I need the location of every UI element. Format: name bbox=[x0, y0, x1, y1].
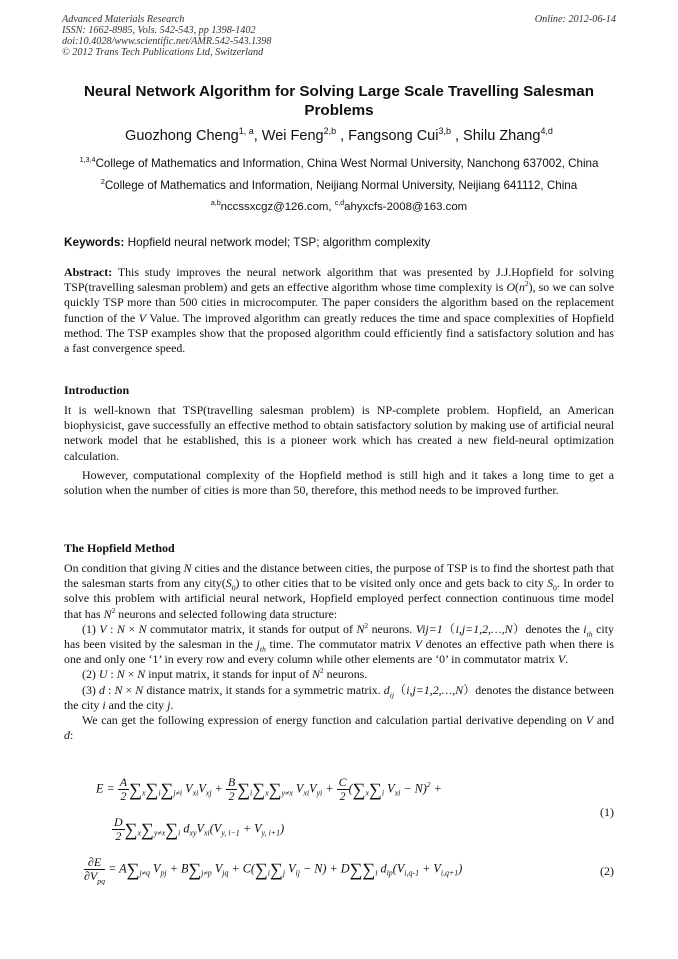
item-3: (3) d : N × N distance matrix, it stands for a symmetric matrix. $d_{ij}(i,j=1,2,\dots,N)denotes$ the distance between the city i and the city j. bbox=[64, 682, 614, 712]
aff-sup: 1,3,4 bbox=[79, 155, 96, 165]
abstract-text: Value. The improved algorithm can greatly reduces the time and space complexities of Hopfield method. The TSP examples show that the proposed algorithm could efficiently find a satisfactory solution and has a fast convergence speed. bbox=[64, 310, 614, 356]
keywords-label: Keywords: bbox=[64, 235, 125, 249]
abstract-label: Abstract: bbox=[64, 265, 113, 279]
body-text: cities and the distance between cities, the purpose of TSP is to find the shortest path that the salesman starts from any city( bbox=[64, 561, 614, 591]
item-1: (1) V : N × N commutator matrix, it stands for output of $N^2$ neurons. Vij=1（i,j=1,2,…,N）denotes the $i_{th}$ city has been visited by the salesman in the $j_{th}$ time. The commutator matrix V denotes an effective path when there is one and only one ‘1’ in every row and every column while other elements are ‘0’ in commutator matrix V. bbox=[64, 620, 614, 667]
keywords bbox=[64, 235, 614, 249]
doi-line[interactable]: doi:10.4028/www.scientific.net/AMR.542-543.1398 bbox=[62, 36, 272, 47]
author-sup: 3,b bbox=[438, 126, 451, 137]
aff-sup: 2 bbox=[100, 177, 105, 187]
body-text: ) to other cities that to be visited only once and gets back to city bbox=[235, 576, 544, 591]
body-text: We can get the following expression of energy function and calculation partial derivative depending on bbox=[82, 713, 583, 728]
email-2[interactable]: ahyxcfs-2008@163.com bbox=[344, 201, 468, 213]
item-2: (2) U : N × N input matrix, it stands for input of $N^2$ neurons. bbox=[82, 666, 368, 682]
hopfield-heading: The Hopfield Method bbox=[64, 541, 175, 555]
body-text: input matrix, it stands for input of bbox=[148, 667, 310, 682]
body-text: and bbox=[596, 713, 615, 728]
author-sup: 2,b bbox=[323, 126, 337, 137]
item-number: (1) bbox=[82, 621, 96, 636]
author-sup: 4,d bbox=[540, 126, 553, 137]
intro-heading: Introduction bbox=[64, 383, 130, 397]
email-sup: a,b bbox=[210, 200, 221, 208]
body-text: commutator matrix, it stands for output of bbox=[150, 621, 353, 636]
email-line bbox=[40, 201, 638, 213]
body-text: denotes the bbox=[525, 621, 580, 636]
affiliation-2 bbox=[40, 179, 638, 192]
online-date: Online: 2012-06-14 bbox=[534, 14, 616, 25]
copyright-line: © 2012 Trans Tech Publications Ltd, Switzerland bbox=[62, 47, 264, 58]
aff-text: College of Mathematics and Information, Neijiang Normal University, Neijiang 641112, China bbox=[104, 179, 578, 192]
title-line-1: Neural Network Algorithm for Solving Large Scale Travelling Salesman bbox=[83, 83, 595, 100]
equation-2: $\frac{\partial E}{\partial V_{pq}}$ = $A\sum_{j\ne q}$ $V_{pj} + B\sum_{j\ne p}$ $V_{jq} + C(\sum_i\sum_j$ $V_{ij} - N) + D\sum\sum_i$ $d_{ip}(V_{i,q-1} + V_{i,q+1})$ bbox=[84, 855, 463, 886]
aff-text: College of Mathematics and Information, China West Normal University, Nanchong 637002, China bbox=[95, 157, 599, 170]
body-text: neurons. bbox=[326, 667, 368, 682]
email-1[interactable]: nccssxcgz@126.com, bbox=[220, 201, 332, 213]
author-sup: 1, a bbox=[238, 126, 254, 137]
body-text: neurons. bbox=[371, 621, 413, 636]
equation-1-line-2: $\frac{D}{2}$ $\sum_x\sum_{y\ne x}\sum_i$ $d_{xy}V_{xi}(V_{y, i-1} + V_{y, i+1})$ bbox=[114, 815, 285, 843]
email-sup: c,d bbox=[334, 200, 345, 208]
body-text: and the city bbox=[108, 697, 165, 712]
body-text: distance matrix, it stands for a symmetric matrix. bbox=[146, 682, 381, 697]
intro-paragraph-2: However, computational complexity of the Hopfield method is still high and it takes a long time to get a solution when the number of cities is more than 50, therefore, this method needs to be improved further. bbox=[64, 468, 614, 498]
energy-intro: We can get the following expression of energy function and calculation partial derivative depending on V and d: bbox=[64, 713, 615, 743]
body-text: neurons and selected following data structure: bbox=[118, 606, 338, 621]
item-number: (3) bbox=[82, 682, 96, 697]
abstract: Abstract: This study improves the neural network algorithm that was presented by J.J.Hopfield for solving TSP(travelling salesman problem) and gets an effective algorithm whose time complexity is $O(n^2)$, so we can solve quickly TSP more than 500 cities in microcomputer. The paper considers the algorithm based on the replacement function of the V Value. The improved algorithm can greatly reduces the time and space complexities of Hopfield method. The TSP examples show that the proposed algorithm could efficiently find a satisfactory solution and has a fast convergence speed. bbox=[64, 265, 614, 356]
affiliation-1 bbox=[40, 157, 638, 170]
item-number: (2) bbox=[82, 667, 96, 682]
abstract-text: , so we can solve quickly TSP more than 500 cities in microcomputer. The paper considers the algorithm based on the replacement function of the bbox=[64, 280, 614, 325]
title-line-2: Problems bbox=[304, 102, 374, 119]
abstract-text: This study improves the neural network algorithm that was presented by J.J.Hopfield for solving TSP(travelling salesman problem) and gets an effective algorithm whose time complexity is bbox=[64, 265, 614, 295]
body-text: denotes the distance between the city bbox=[64, 682, 614, 712]
body-text: denotes an effective path when there is one and only one ‘1’ in every row and every column while other elements are ‘0’ in commutator matrix bbox=[64, 637, 614, 667]
hopfield-paragraph: On condition that giving N cities and the distance between cities, the purpose of TSP is to find the shortest path that the salesman starts from any $city(S_0)$ to other cities that to be visited only once and gets back to city $S_0$. In order to solve this problem with artificial neural network, Hopfield employed perfect connection continuous time model that has $N^2$ neurons and selected following data structure: (1) V : N × N commutator matrix, it stands for output of $N^2$ neurons. Vij=1（i,j=1,2,…,N）denotes the $i_{th}$ city has been visited by the salesman in the $j_{th}$ time. The commutator matrix V denotes an effective path when there is one and only one ‘1’ in every row and every column while other elements are ‘0’ in commutator matrix V. (2) U : N × N input matrix, it stands for input of $N^2$ neurons. (3) d : N × N distance matrix, it stands for a symmetric matrix. $d_{ij}(i,j=1,2,\dots,N)denotes$ the distance between the city i and the city j. We can get the following expression of energy function and calculation partial derivative depending on V and d: bbox=[64, 561, 615, 743]
equation-2-number: (2) bbox=[600, 864, 614, 878]
keywords-text: Hopfield neural network model; TSP; algorithm complexity bbox=[127, 235, 431, 249]
author-name: Wei Feng bbox=[261, 128, 324, 144]
body-text: . In order to solve this problem with artificial neural network, Hopfield employed perfect connection continuous time model that has bbox=[64, 576, 614, 621]
issn-line: ISSN: 1662-8985, Vols. 542-543, pp 1398-1402 bbox=[62, 25, 256, 36]
journal-header bbox=[62, 14, 271, 58]
journal-name: Advanced Materials Research bbox=[62, 14, 185, 25]
author-name: Guozhong Cheng bbox=[125, 128, 239, 144]
equation-1-number: (1) bbox=[600, 805, 614, 819]
author-name: Shilu Zhang bbox=[463, 128, 541, 144]
author-name: Fangsong Cui bbox=[348, 128, 439, 144]
equation-1-line-1: E = $\frac{A}{2}$ $\sum_x\sum_i\sum_{j\ne i}$ $V_{xi}V_{xj}$ + $\frac{B}{2}$ $\sum_i\sum_x\sum_{y\ne x}$ $V_{xi}V_{yi}$ + $\frac{C}{2}$ ($\sum_x\sum_i$ $V_{xi} - N)^2$ + bbox=[96, 775, 442, 803]
body-text: time. The commutator matrix bbox=[269, 637, 412, 652]
body-text: city has been visited by the salesman in the bbox=[64, 621, 614, 652]
body-text: On condition that giving bbox=[64, 561, 181, 575]
author-list: Guozhong Cheng$^{1, a}$, Wei Feng$^{2,b}$ , Fangsong Cui$^{3,b}$ , Shilu Zhang$^{4,d}$ bbox=[125, 126, 553, 144]
intro-paragraph-1: It is well-known that TSP(travelling salesman problem) is NP-complete problem. Hopfield, an American biophysicist, gave successfully an effective method to obtain satisfactory solution by making use of artificial neural network model that he established, this is a pioneer work which has created a new field-neural optimization calculation. bbox=[64, 403, 614, 463]
paper-title bbox=[40, 82, 638, 120]
